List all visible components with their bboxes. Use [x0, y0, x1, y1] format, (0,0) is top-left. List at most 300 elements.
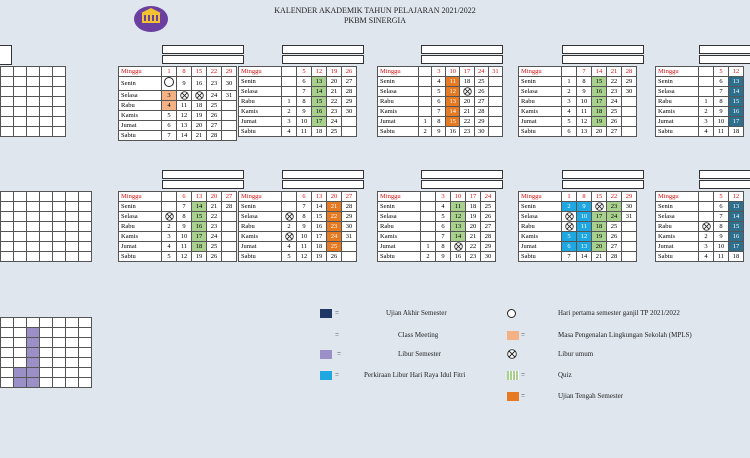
date-cell: 14	[592, 67, 607, 77]
date-cell	[53, 117, 66, 127]
date-cell: 2	[699, 107, 714, 117]
date-cell: 22	[466, 242, 481, 252]
calendar-table	[377, 191, 496, 262]
date-cell: 12	[729, 67, 744, 77]
date-cell	[699, 77, 714, 87]
month-header	[118, 170, 244, 190]
date-cell: 11	[297, 127, 312, 137]
date-cell: 13	[312, 77, 327, 87]
date-cell	[14, 77, 27, 87]
date-cell: 9	[432, 127, 446, 137]
date-cell	[1, 117, 14, 127]
table-row	[519, 192, 637, 202]
date-cell: 16	[312, 222, 327, 232]
weekday-label: Minggu	[656, 192, 699, 202]
date-cell: 10	[577, 97, 592, 107]
weekday-label: Selasa	[239, 212, 282, 222]
date-cell: 15	[312, 212, 327, 222]
date-cell	[27, 338, 40, 348]
date-cell	[66, 232, 79, 242]
date-cell: 24	[207, 91, 222, 101]
month-year	[238, 180, 282, 189]
date-cell: 23	[327, 222, 342, 232]
date-cell	[40, 117, 53, 127]
table-row	[656, 242, 744, 252]
date-cell: 13	[729, 77, 744, 87]
date-cell: 23	[466, 252, 481, 262]
date-cell: 31	[488, 67, 502, 77]
holiday-cell	[282, 212, 297, 222]
date-cell: 14	[577, 252, 592, 262]
date-cell: 8	[177, 212, 192, 222]
date-cell	[488, 97, 502, 107]
date-cell	[66, 378, 79, 388]
date-cell: 12	[729, 192, 744, 202]
legend-swatch-idul-fitri	[320, 371, 332, 380]
table-row	[119, 242, 237, 252]
table-row	[519, 107, 637, 117]
date-cell	[27, 107, 40, 117]
date-cell	[27, 318, 40, 328]
date-cell: 10	[297, 117, 312, 127]
table-row	[378, 202, 496, 212]
date-cell: 6	[432, 97, 446, 107]
table-row	[1, 202, 92, 212]
date-cell: 19	[192, 252, 207, 262]
date-cell: 24	[607, 97, 622, 107]
table-row	[1, 328, 92, 338]
date-cell: 25	[207, 242, 222, 252]
date-cell: 27	[342, 192, 357, 202]
date-cell: 16	[592, 87, 607, 97]
date-cell	[162, 202, 177, 212]
date-cell: 11	[177, 101, 192, 111]
month-desember	[655, 45, 750, 135]
date-cell: 10	[577, 212, 592, 222]
date-cell	[79, 338, 92, 348]
table-row	[239, 87, 357, 97]
date-cell: 16	[312, 107, 327, 117]
hbe-count	[162, 170, 244, 179]
date-cell	[222, 252, 237, 262]
date-cell: 9	[577, 87, 592, 97]
date-cell: 17	[460, 67, 474, 77]
date-cell: 9	[714, 232, 729, 242]
month-september	[238, 45, 364, 135]
table-row	[656, 202, 744, 212]
date-cell: 5	[562, 117, 577, 127]
date-cell	[488, 117, 502, 127]
date-cell: 6	[297, 192, 312, 202]
holiday-cell	[162, 212, 177, 222]
month-oktober	[377, 45, 503, 135]
date-cell: 13	[729, 202, 744, 212]
date-cell: 10	[177, 232, 192, 242]
calendar-table	[377, 66, 503, 137]
date-cell: 4	[436, 202, 451, 212]
month-year	[655, 180, 699, 189]
date-cell: 12	[297, 252, 312, 262]
table-row	[1, 77, 66, 87]
date-cell	[27, 358, 40, 368]
weekday-label: Rabu	[119, 101, 162, 111]
table-row	[378, 127, 503, 137]
date-cell: 24	[207, 232, 222, 242]
date-cell	[53, 107, 66, 117]
month-name	[518, 46, 562, 64]
calendar-table	[0, 191, 92, 262]
date-cell: 31	[342, 232, 357, 242]
date-cell	[1, 77, 14, 87]
date-cell	[53, 87, 66, 97]
date-cell	[53, 67, 66, 77]
weekday-label: Selasa	[119, 91, 162, 101]
date-cell: 27	[607, 242, 622, 252]
date-cell: 15	[446, 117, 460, 127]
table-row	[239, 117, 357, 127]
table-row	[1, 242, 92, 252]
date-cell: 25	[607, 222, 622, 232]
date-cell: 10	[714, 242, 729, 252]
weekday-label: Minggu	[378, 67, 419, 77]
table-row	[519, 117, 637, 127]
table-row	[519, 222, 637, 232]
date-cell: 7	[714, 87, 729, 97]
date-cell: 31	[622, 212, 637, 222]
weekday-label: Rabu	[656, 222, 699, 232]
table-row	[378, 77, 503, 87]
date-cell: 7	[436, 232, 451, 242]
date-cell: 29	[474, 117, 488, 127]
date-cell: 17	[592, 97, 607, 107]
date-cell: 11	[714, 252, 729, 262]
table-row	[1, 338, 92, 348]
table-row	[119, 111, 237, 121]
hbe-count	[699, 170, 750, 179]
date-cell: 18	[466, 202, 481, 212]
table-row	[1, 252, 92, 262]
table-row	[378, 212, 496, 222]
date-cell	[282, 67, 297, 77]
date-cell: 26	[607, 232, 622, 242]
date-cell	[14, 252, 27, 262]
date-cell: 17	[592, 212, 607, 222]
date-cell: 19	[192, 111, 207, 121]
date-cell: 6	[436, 222, 451, 232]
date-cell: 28	[342, 87, 357, 97]
month-label	[518, 171, 562, 180]
date-cell: 11	[714, 127, 729, 137]
weekday-label: Selasa	[378, 212, 421, 222]
table-row	[119, 232, 237, 242]
legend-eq: =	[521, 371, 525, 379]
date-cell	[14, 97, 27, 107]
month-sub-info	[562, 180, 644, 189]
legend-label-uas: Ujian Akhir Semester	[386, 309, 447, 317]
date-cell: 2	[162, 222, 177, 232]
legend-label-idul-fitri: Perkiraan Libur Hari Raya Idul Fitri	[364, 371, 466, 379]
date-cell: 20	[327, 77, 342, 87]
weekday-label: Minggu	[656, 67, 699, 77]
month-name	[655, 46, 699, 64]
holiday-cell	[177, 91, 192, 101]
date-cell: 4	[699, 252, 714, 262]
date-cell	[27, 67, 40, 77]
table-row	[239, 252, 357, 262]
month-year	[377, 180, 421, 189]
weekday-label: Minggu	[119, 67, 162, 77]
weekday-label: Senin	[378, 202, 421, 212]
month-mei	[518, 170, 644, 260]
date-cell	[488, 107, 502, 117]
date-cell	[622, 127, 637, 137]
date-cell: 11	[297, 242, 312, 252]
table-row	[656, 212, 744, 222]
table-row	[378, 107, 503, 117]
weekday-label: Rabu	[519, 97, 562, 107]
date-cell: 8	[714, 97, 729, 107]
date-cell	[14, 318, 27, 328]
date-cell	[622, 97, 637, 107]
date-cell	[1, 87, 14, 97]
date-cell: 8	[177, 67, 192, 77]
date-cell	[27, 77, 40, 87]
date-cell: 8	[436, 242, 451, 252]
date-cell: 21	[592, 252, 607, 262]
date-cell: 12	[177, 111, 192, 121]
date-cell: 16	[192, 222, 207, 232]
table-row	[519, 77, 637, 87]
weekday-label: Kamis	[378, 107, 419, 117]
date-cell	[79, 252, 92, 262]
month-header	[518, 170, 644, 190]
weekday-label: Kamis	[519, 232, 562, 242]
weekday-label: Jumat	[239, 117, 282, 127]
date-cell	[342, 127, 357, 137]
date-cell: 5	[162, 111, 177, 121]
date-cell: 24	[607, 212, 622, 222]
date-cell: 3	[436, 192, 451, 202]
date-cell: 15	[729, 97, 744, 107]
date-cell	[14, 127, 27, 137]
date-cell: 27	[481, 222, 496, 232]
date-cell	[488, 127, 502, 137]
date-cell: 22	[327, 212, 342, 222]
date-cell: 26	[342, 67, 357, 77]
date-cell	[40, 87, 53, 97]
table-row	[239, 67, 357, 77]
date-cell	[40, 338, 53, 348]
date-cell: 21	[327, 202, 342, 212]
weekday-label: Jumat	[656, 117, 699, 127]
weekday-label: Sabtu	[239, 127, 282, 137]
date-cell	[14, 192, 27, 202]
date-cell	[27, 328, 40, 338]
weekday-label: Kamis	[119, 111, 162, 121]
month-year	[118, 55, 162, 64]
date-cell	[222, 212, 237, 222]
calendar-table	[518, 66, 637, 137]
table-row	[1, 378, 92, 388]
date-cell: 2	[418, 127, 432, 137]
date-cell: 1	[562, 192, 577, 202]
table-row	[519, 87, 637, 97]
date-cell: 12	[177, 252, 192, 262]
date-cell: 3	[282, 117, 297, 127]
date-cell	[622, 252, 637, 262]
month-year	[518, 180, 562, 189]
date-cell	[40, 242, 53, 252]
date-cell: 2	[699, 232, 714, 242]
date-cell: 23	[460, 127, 474, 137]
date-cell: 30	[481, 252, 496, 262]
date-cell	[1, 192, 14, 202]
date-cell	[14, 117, 27, 127]
weekday-label: Senin	[119, 202, 162, 212]
date-cell	[1, 242, 14, 252]
date-cell	[622, 242, 637, 252]
date-cell: 14	[192, 202, 207, 212]
calendar-table	[518, 191, 637, 262]
date-cell	[14, 358, 27, 368]
date-cell	[66, 242, 79, 252]
legend-label-uts: Ujian Tengah Semester	[558, 392, 624, 400]
date-cell	[1, 328, 14, 338]
holiday-cell	[592, 202, 607, 212]
weekday-label: Selasa	[119, 212, 162, 222]
date-cell	[14, 232, 27, 242]
month-sub-info	[162, 55, 244, 64]
date-cell	[79, 378, 92, 388]
date-cell: 23	[207, 222, 222, 232]
date-cell	[40, 77, 53, 87]
month-juni	[655, 170, 750, 260]
calendar-table	[238, 191, 357, 262]
date-cell	[79, 318, 92, 328]
table-row	[378, 192, 496, 202]
calendar-table	[118, 66, 237, 141]
weekday-label: Sabtu	[656, 127, 699, 137]
table-row	[519, 252, 637, 262]
date-cell	[1, 202, 14, 212]
table-row	[656, 97, 744, 107]
weekday-label: Minggu	[119, 192, 162, 202]
date-cell: 7	[562, 252, 577, 262]
date-cell	[53, 127, 66, 137]
month-year	[655, 55, 699, 64]
date-cell	[27, 252, 40, 262]
date-cell	[1, 368, 14, 378]
date-cell	[222, 242, 237, 252]
table-row	[656, 222, 744, 232]
date-cell	[342, 242, 357, 252]
holiday-cell	[562, 212, 577, 222]
date-cell	[1, 378, 14, 388]
date-cell: 6	[714, 202, 729, 212]
month-year	[518, 55, 562, 64]
date-cell	[14, 348, 27, 358]
date-cell: 12	[577, 117, 592, 127]
date-cell	[622, 222, 637, 232]
month-sub-info	[162, 180, 244, 189]
date-cell	[53, 358, 66, 368]
date-cell	[699, 212, 714, 222]
date-cell: 11	[446, 77, 460, 87]
date-cell: 21	[192, 131, 207, 141]
month-label	[377, 171, 421, 180]
month-november	[518, 45, 644, 135]
date-cell	[53, 348, 66, 358]
date-cell	[418, 67, 432, 77]
weekday-label: Jumat	[519, 117, 562, 127]
date-cell	[27, 212, 40, 222]
date-cell: 30	[622, 202, 637, 212]
date-cell: 21	[460, 107, 474, 117]
date-cell: 24	[327, 117, 342, 127]
hbe-count	[562, 45, 644, 54]
month-juli-partial	[0, 45, 104, 65]
date-cell: 4	[562, 107, 577, 117]
table-row	[656, 232, 744, 242]
date-cell	[1, 107, 14, 117]
month-label	[518, 46, 562, 55]
weekday-label: Sabtu	[519, 127, 562, 137]
date-cell: 20	[327, 192, 342, 202]
weekday-label: Kamis	[119, 232, 162, 242]
date-cell: 9	[177, 222, 192, 232]
table-row	[119, 202, 237, 212]
date-cell	[1, 338, 14, 348]
weekday-label: Sabtu	[519, 252, 562, 262]
date-cell: 19	[592, 117, 607, 127]
date-cell: 4	[162, 242, 177, 252]
weekday-label: Rabu	[519, 222, 562, 232]
hbe-count	[562, 170, 644, 179]
weekday-label: Senin	[119, 77, 162, 91]
date-cell: 28	[222, 202, 237, 212]
date-cell	[40, 358, 53, 368]
table-row	[656, 192, 744, 202]
month-name	[238, 46, 282, 64]
weekday-label: Rabu	[239, 97, 282, 107]
date-cell: 22	[207, 67, 222, 77]
date-cell	[421, 192, 436, 202]
calendar-subtitle: PKBM SINERGIA	[343, 16, 406, 25]
month-sub-info	[699, 180, 750, 189]
weekday-label: Senin	[656, 77, 699, 87]
date-cell: 23	[207, 77, 222, 91]
date-cell: 25	[327, 127, 342, 137]
date-cell: 29	[622, 192, 637, 202]
table-row	[378, 242, 496, 252]
date-cell: 23	[327, 107, 342, 117]
legend-label-libur-umum: Libur umum	[558, 350, 594, 358]
table-row	[119, 131, 237, 141]
date-cell	[421, 212, 436, 222]
legend-eq: =	[335, 331, 339, 339]
date-cell: 16	[729, 232, 744, 242]
date-cell	[1, 212, 14, 222]
date-cell	[79, 202, 92, 212]
date-cell: 3	[699, 242, 714, 252]
date-cell	[66, 338, 79, 348]
cross-circle-icon	[507, 349, 517, 359]
hbe-count	[162, 45, 244, 54]
legend-swatch-libur-semester	[320, 350, 332, 359]
date-cell: 14	[451, 232, 466, 242]
date-cell	[1, 252, 14, 262]
legend-eq: =	[335, 309, 339, 317]
